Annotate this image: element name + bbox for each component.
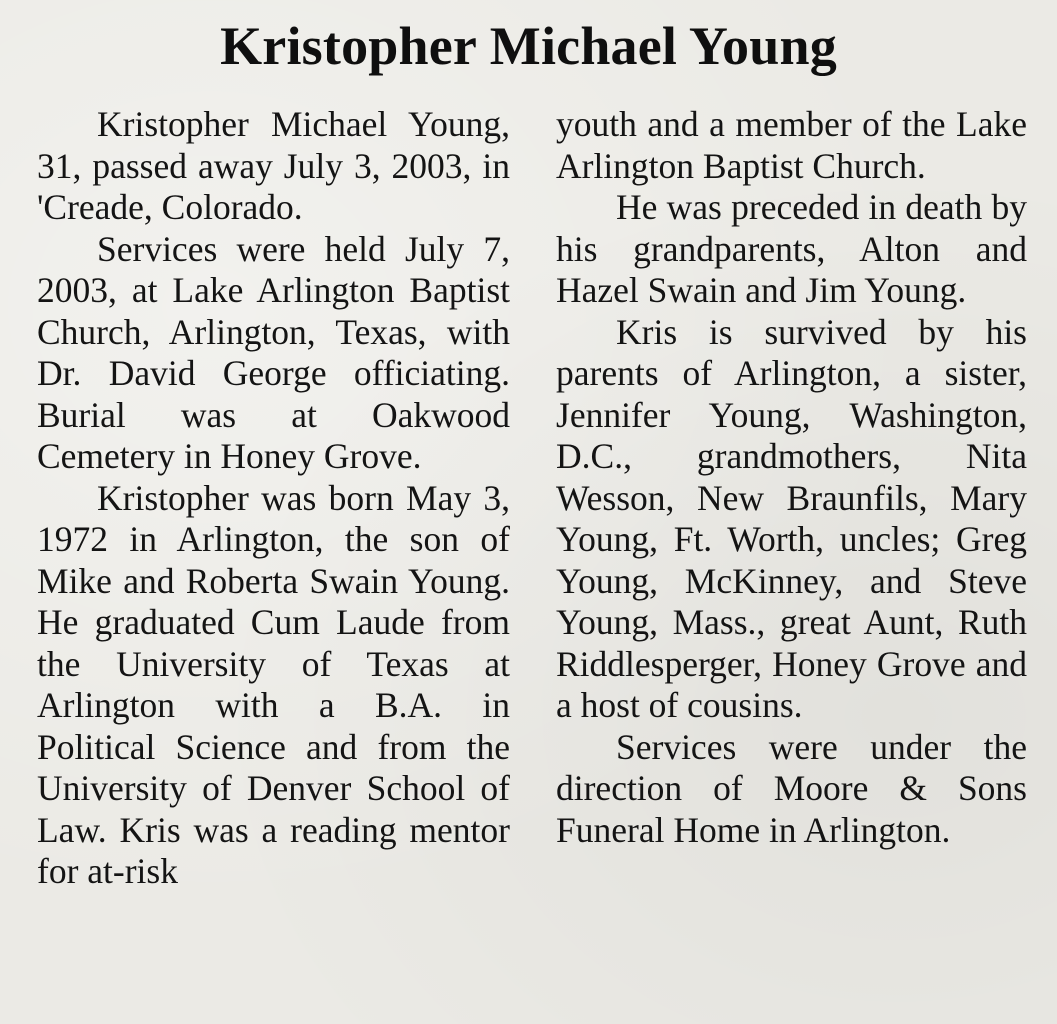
paragraph-services: Services were held July 7, 2003, at Lake Arlington Baptist Church, Arlington, Texas, with Dr. David George officiating. Burial was at Oakwood Cemetery in Honey Grove. bbox=[37, 228, 510, 476]
paragraph-death-notice: Kristopher Michael Young, 31, passed away July 3, 2003, in 'Creade, Colorado. bbox=[37, 104, 510, 227]
left-column bbox=[37, 104, 510, 893]
paragraph-survivors: Kris is survived by his parents of Arlington, a sister, Jennifer Young, Washington, D.C., grandmothers, Nita Wesson, New Braunfils, Mary Young, Ft. Worth, uncles; Greg Young, McKinney, and Steve Young, Mass., great Aunt, Ruth Riddlesperger, Honey Grove and a host of cousins. bbox=[556, 311, 1027, 725]
paragraph-biography-continued: youth and a member of the Lake Arlington Baptist Church. bbox=[556, 104, 1027, 186]
paragraph-biography: Kristopher was born May 3, 1972 in Arlington, the son of Mike and Roberta Swain Young. He graduated Cum Laude from the University of Texas at Arlington with a B.A. in Political Science and from the University of Denver School of Law. Kris was a reading mentor for at-risk bbox=[37, 477, 510, 891]
paragraph-preceded: He was preceded in death by his grandparents, Alton and Hazel Swain and Jim Young. bbox=[556, 187, 1027, 310]
obituary-title: Kristopher Michael Young bbox=[220, 16, 837, 76]
right-column bbox=[556, 104, 1027, 851]
paragraph-arrangements: Services were under the direction of Moore & Sons Funeral Home in Arlington. bbox=[556, 726, 1027, 850]
